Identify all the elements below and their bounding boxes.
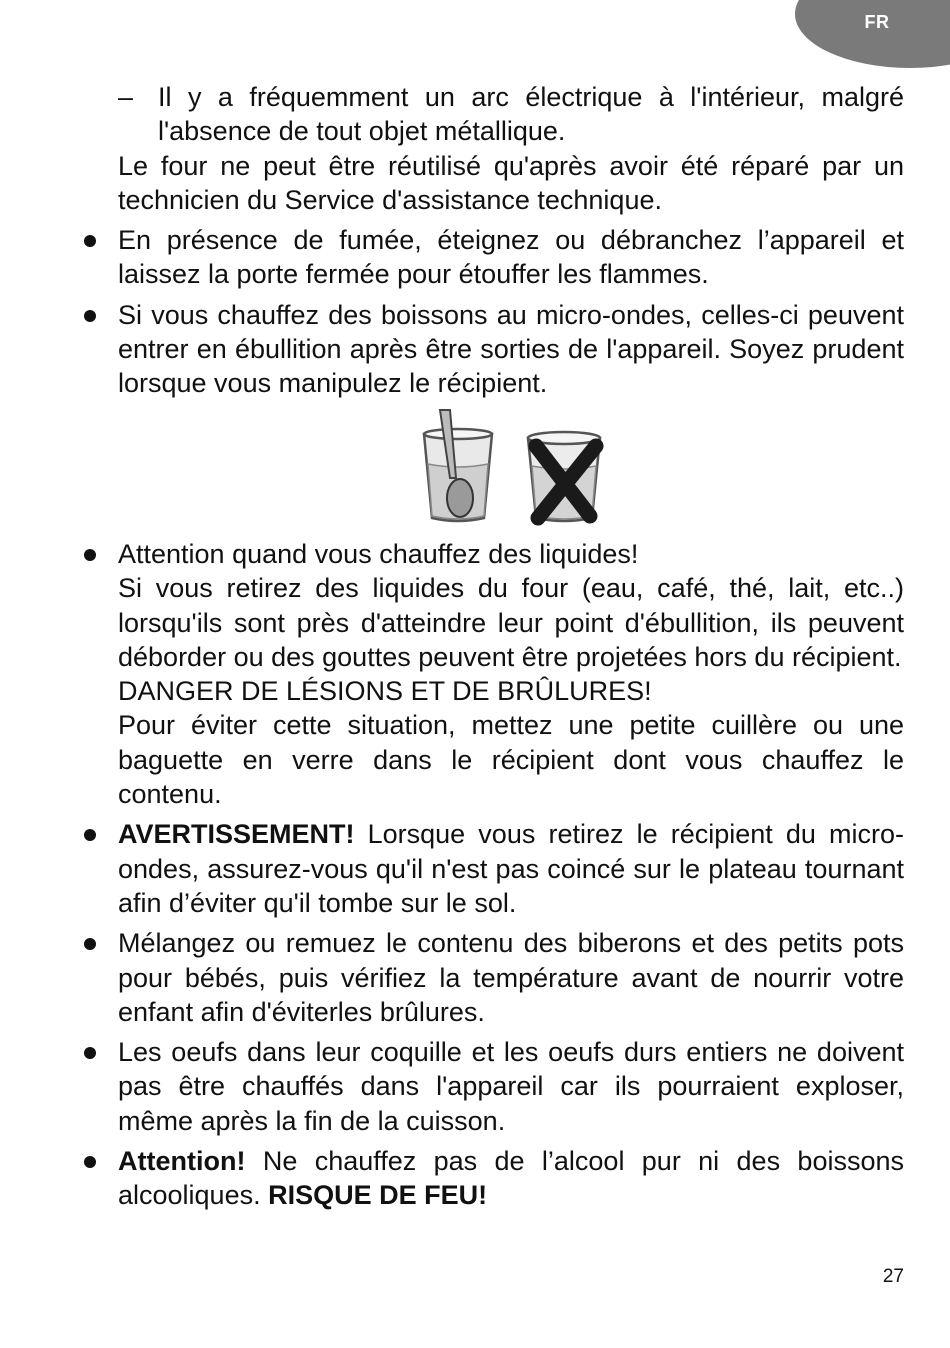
dash-item-text: Il y a fréquemment un arc électrique à l'intérieur, malgré l'absence de tout objet métallique.	[158, 82, 904, 147]
bullet-dot	[84, 310, 96, 322]
page-content-lower	[0, 537, 950, 1213]
liquids-heading: Attention quand vous chauffez des liquides!	[118, 539, 639, 569]
page-content	[0, 80, 950, 401]
repair-note: Le four ne peut être réutilisé qu'après avoir été réparé par un technicien du Service d'assistance technique.	[118, 150, 904, 215]
bullet-eggs	[118, 1035, 904, 1138]
smoke-text: En présence de fumée, éteignez ou débranchez l’appareil et laissez la porte fermée pour étouffer les flammes.	[118, 225, 904, 290]
dash-marker: –	[118, 82, 134, 112]
bullet-dot	[84, 1156, 96, 1168]
alcohol-strong-end: RISQUE DE FEU!	[268, 1180, 488, 1211]
drinks-text: Si vous chauffez des boissons au micro-ondes, celles-ci peuvent entrer en ébullition après être sorties de l'appareil. Soyez prudent lorsque vous manipulez le récipient.	[118, 299, 904, 399]
language-tab	[795, 0, 950, 68]
liquids-advice: Pour éviter cette situation, mettez une petite cuillère ou une baguette en verre dans le récipient dont vous chauffez le contenu.	[118, 710, 904, 810]
liquids-text: Si vous retirez des liquides du four (eau, café, thé, lait, etc..) lorsqu'ils sont près d'atteindre leur point d'ébullition, ils peuvent déborder ou des gouttes peuvent être projetées hors du récipient.	[118, 573, 904, 672]
alcohol-strong: Attention!	[118, 1146, 246, 1177]
liquids-danger: DANGER DE LÉSIONS ET DE BRÛLURES!	[118, 676, 652, 707]
bullet-smoke	[118, 223, 904, 292]
glass-spoon-illustration	[410, 406, 614, 528]
bullet-dot	[84, 829, 96, 841]
bullet-dot	[84, 549, 96, 561]
eggs-text: Les oeufs dans leur coquille et les oeufs durs entiers ne doivent pas être chauffés dans l'appareil car ils pourraient exploser, même après la fin de la cuisson.	[118, 1037, 904, 1136]
page-number: 27	[882, 1266, 904, 1287]
bullet-warning	[118, 817, 904, 920]
bullet-baby	[118, 926, 904, 1029]
language-label: FR	[864, 12, 890, 32]
alcohol-text: Ne chauffez pas de l’alcool pur ni des boissons alcooliques.	[118, 1146, 904, 1211]
dash-list-item	[118, 80, 904, 149]
baby-text: Mélangez ou remuez le contenu des biberons et des petits pots pour bébés, puis vérifiez la température avant de nourrir votre enfant afin d'éviterles brûlures.	[118, 928, 904, 1027]
warning-text: Lorsque vous retirez le récipient du micro-ondes, assurez-vous qu'il n'est pas coincé sur le plateau tournant afin d’éviter qu'il tombe sur le sol.	[118, 819, 904, 918]
bullet-drinks	[118, 298, 904, 401]
bullet-dot	[84, 1047, 96, 1059]
warning-strong: AVERTISSEMENT!	[118, 819, 355, 850]
bullet-alcohol	[118, 1144, 904, 1213]
bullet-dot	[84, 235, 96, 247]
bullet-liquids	[118, 537, 904, 811]
bullet-dot	[84, 938, 96, 950]
